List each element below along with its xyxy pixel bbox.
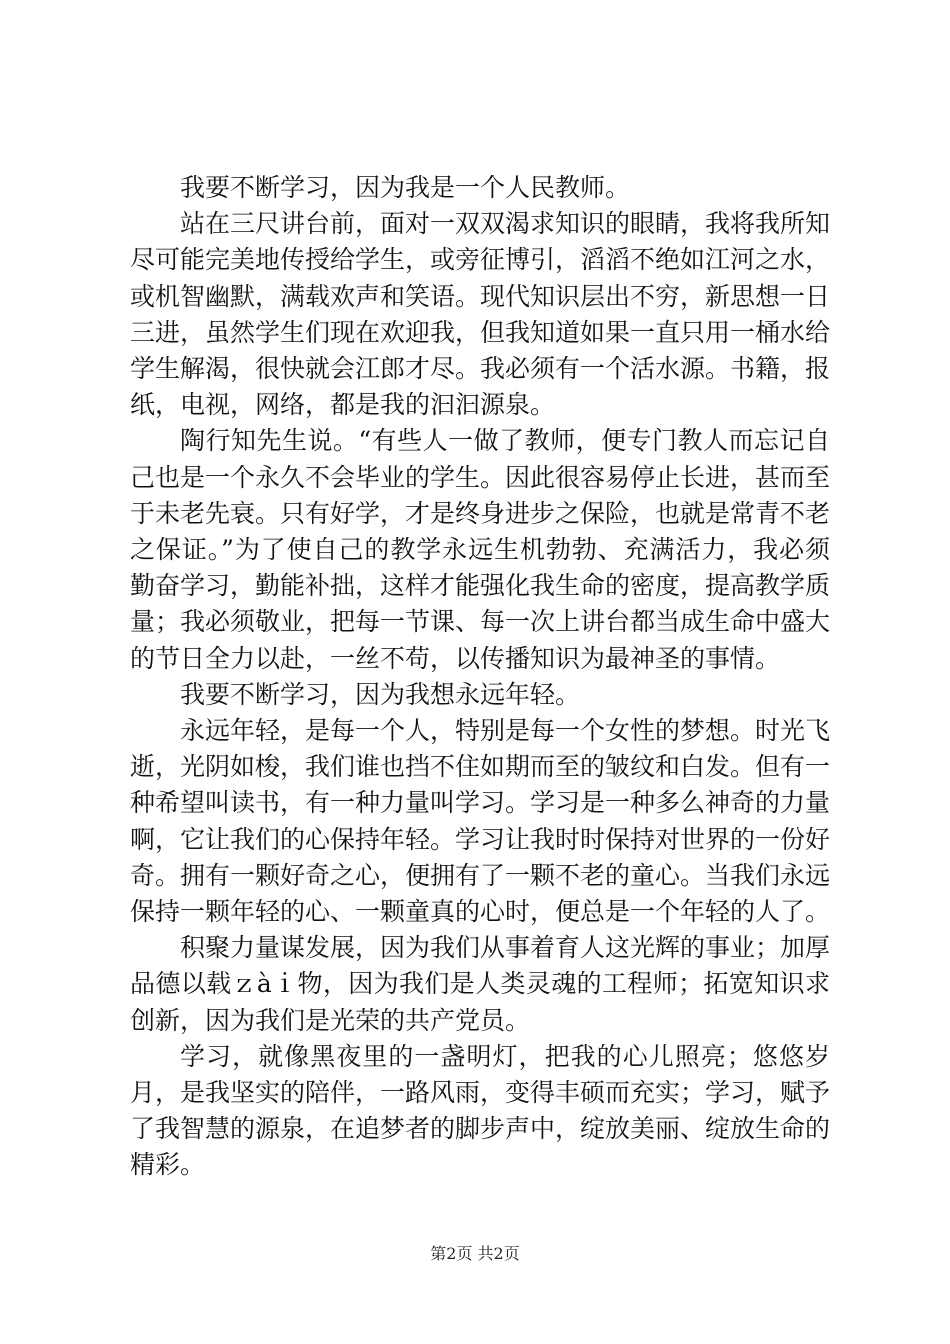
page-footer	[0, 1244, 950, 1264]
paragraph: 我要不断学习，因为我是一个人民教师。	[180, 173, 631, 202]
paragraph: 永远年轻，是每一个人，特别是每一个女性的梦想。时光飞逝，光阴如梭，我们谁也挡不住如期而至的皱纹和白发。但有一种希望叫读书，有一种力量叫学习。学习是一种多么神奇的力量啊，它让我们的心保持年轻。学习让我时时保持对世界的一份好奇。拥有一颗好奇之心，便拥有了一颗不老的童心。当我们永远保持一颗年轻的心、一颗童真的心时，便总是一个年轻的人了。	[130, 716, 831, 927]
paragraph: 站在三尺讲台前，面对一双双渴求知识的眼睛，我将我所知尽可能完美地传授给学生，或旁征博引，滔滔不绝如江河之水，或机智幽默，满载欢声和笑语。现代知识层出不穷，新思想一日三进，虽然学生们现在欢迎我，但我知道如果一直只用一桶水给学生解渴，很快就会江郎才尽。我必须有一个活水源。书籍，报纸，电视，网络，都是我的汩汩源泉。	[130, 209, 831, 420]
paragraph: 陶行知先生说。“有些人一做了教师，便专门教人而忘记自己也是一个永久不会毕业的学生。因此很容易停止长进，甚而至于未老先衰。只有好学，才是终身进步之保险，也就是常青不老之保证。”为了使自己的教学永远生机勃勃、充满活力，我必须勤奋学习，勤能补拙，这样才能强化我生命的密度，提高教学质量；我必须敬业，把每一节课、每一次上讲台都当成生命中盛大的节日全力以赴，一丝不苟，以传播知识为最神圣的事情。	[130, 426, 831, 673]
page-number-label: 第2页 共2页	[430, 1244, 520, 1263]
paragraph: 积聚力量谋发展，因为我们从事着育人这光辉的事业；加厚品德以载ｚàｉ物，因为我们是人类灵魂的工程师；拓宽知识求创新，因为我们是光荣的共产党员。	[130, 933, 831, 1035]
document-body	[130, 170, 830, 1184]
paragraph: 我要不断学习，因为我想永远年轻。	[180, 679, 581, 709]
paragraph: 学习，就像黑夜里的一盏明灯，把我的心儿照亮；悠悠岁月，是我坚实的陪伴，一路风雨，变得丰硕而充实；学习，赋予了我智慧的源泉，在追梦者的脚步声中，绽放美丽、绽放生命的精彩。	[130, 1041, 831, 1180]
